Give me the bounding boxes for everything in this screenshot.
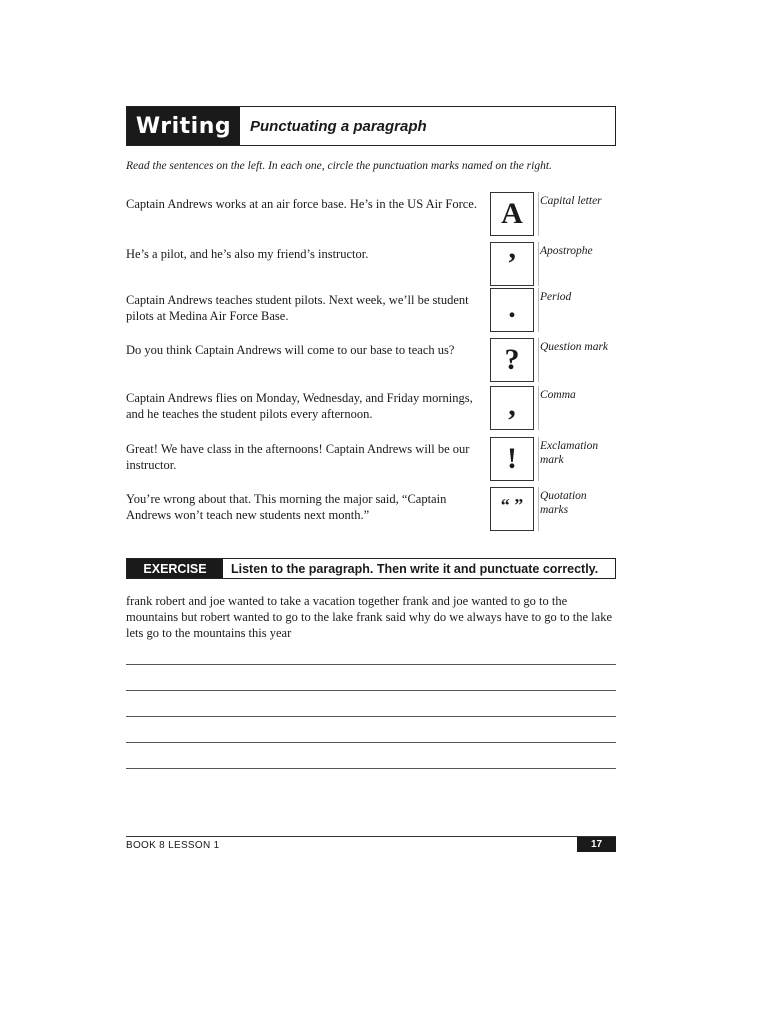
question-mark-box: ?: [490, 338, 534, 382]
mark-name-label: Apostrophe: [540, 245, 593, 257]
quotation-marks-box: “ ”: [490, 487, 534, 531]
period-mark-box: .: [490, 288, 534, 332]
footer-book-lesson: BOOK 8 LESSON 1: [126, 840, 220, 851]
exercise-row-apostrophe: [126, 246, 616, 292]
exercise-row-period: [126, 292, 616, 338]
writing-line: [126, 664, 616, 665]
writing-line: [126, 768, 616, 769]
divider: [538, 386, 539, 430]
sentence-text: Captain Andrews works at an air force base. He’s in the US Air Force.: [126, 197, 477, 211]
exercise-paragraph: frank robert and joe wanted to take a vacation together frank and joe wanted to go to the mountains but robert wanted to go to the lake frank said why do we always have to go to the lake lets go to the mountains this year: [126, 594, 612, 640]
exercise-row-quotation-marks: [126, 491, 616, 537]
sentence-text: Captain Andrews teaches student pilots. Next week, we’ll be student pilots at Medina Air Force Base.: [126, 293, 469, 323]
comma-mark-box: ,: [490, 386, 534, 430]
sentence-text: Do you think Captain Andrews will come to our base to teach us?: [126, 343, 455, 357]
exercise-title: Listen to the paragraph. Then write it and punctuate correctly.: [231, 561, 599, 576]
section-title: Punctuating a paragraph: [250, 117, 427, 135]
section-header: [126, 106, 616, 146]
divider: [538, 338, 539, 382]
mark-name-label: Exclamation mark: [540, 440, 599, 466]
divider: [538, 487, 539, 531]
page-number: 17: [577, 837, 616, 852]
divider: [538, 192, 539, 236]
mark-name-label: Period: [540, 291, 572, 303]
exercise-label: EXERCISE: [127, 559, 223, 578]
mark-name-label: Quotation marks: [540, 490, 587, 516]
writing-line: [126, 716, 616, 717]
instructions: Read the sentences on the left. In each one, circle the punctuation marks named on the right.: [126, 160, 552, 172]
apostrophe-mark-box: ’: [490, 242, 534, 286]
exercise-row-exclamation-mark: [126, 441, 616, 487]
exercise-header: [126, 558, 616, 579]
exercise-row-question-mark: [126, 342, 616, 388]
divider: [538, 288, 539, 332]
section-label: Writing: [127, 107, 240, 145]
exclamation-mark-box: !: [490, 437, 534, 481]
sentence-text: He’s a pilot, and he’s also my friend’s instructor.: [126, 247, 369, 261]
mark-name-label: Question mark: [540, 341, 609, 353]
divider: [538, 437, 539, 481]
writing-line: [126, 690, 616, 691]
writing-line: [126, 742, 616, 743]
mark-name-label: Comma: [540, 389, 576, 401]
exercise-row-comma: [126, 390, 616, 436]
capital-letter-mark-box: A: [490, 192, 534, 236]
sentence-text: You’re wrong about that. This morning the major said, “Captain Andrews won’t teach new students next month.”: [126, 492, 447, 522]
exercise-row-capital-letter: [126, 196, 616, 242]
mark-name-label: Capital letter: [540, 195, 602, 207]
sentence-text: Captain Andrews flies on Monday, Wednesday, and Friday mornings, and he teaches the student pilots every afternoon.: [126, 391, 473, 421]
sentence-text: Great! We have class in the afternoons! Captain Andrews will be our instructor.: [126, 442, 470, 472]
footer-rule: [126, 836, 616, 837]
divider: [538, 242, 539, 286]
